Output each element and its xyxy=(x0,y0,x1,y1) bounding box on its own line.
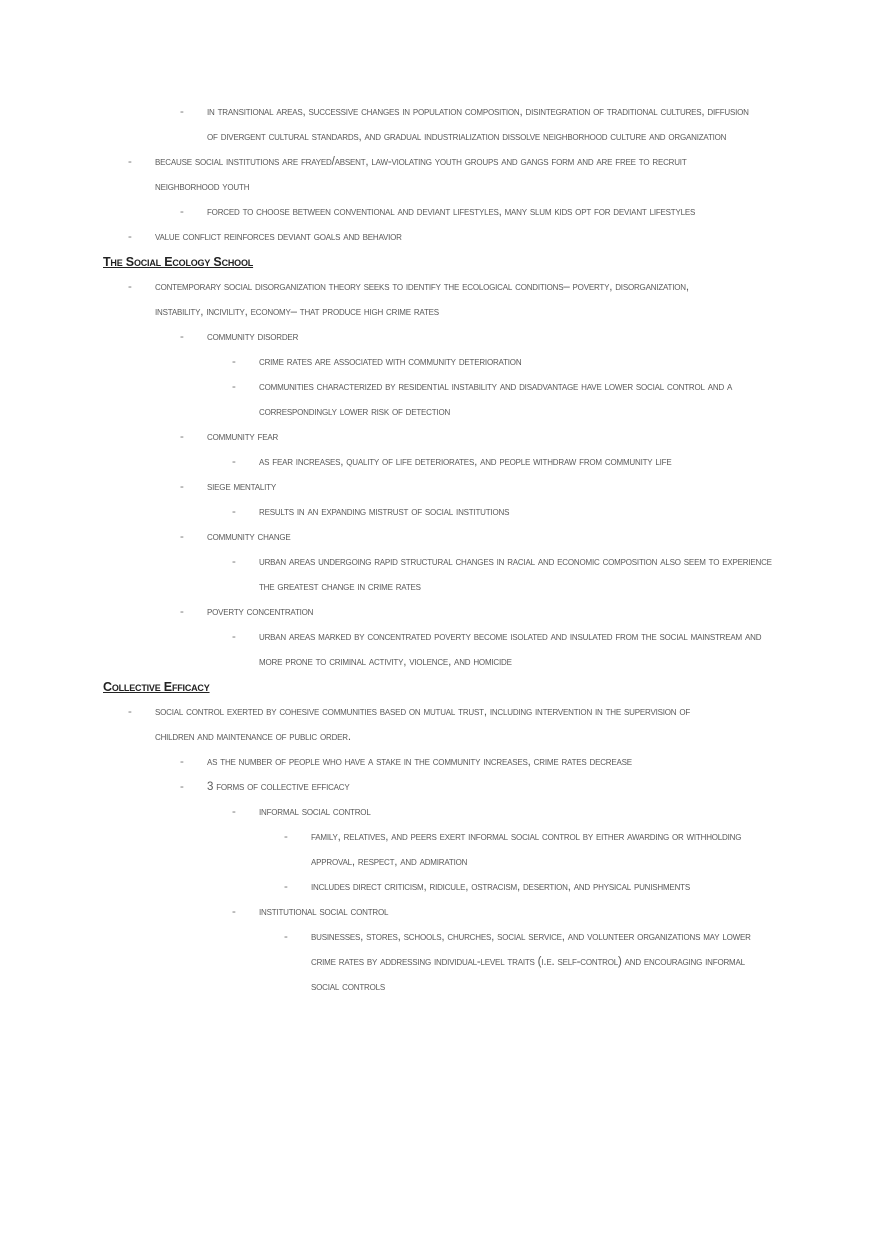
bullet-dash-icon: - xyxy=(284,881,288,893)
section-heading: The Social Ecology School xyxy=(103,255,254,269)
bullet-text: because social institutions are frayed/absent, law-violating youth groups and gangs form and are free to recruit neighborhood youth xyxy=(155,156,687,193)
bullet-text: family, relatives, and peers exert informal social control by either awarding or withholding approval, respect, and admiration xyxy=(311,831,742,868)
bullet-item-level-3 xyxy=(0,900,880,925)
bullet-dash-icon: - xyxy=(232,906,236,918)
bullet-text: 3 forms of collective efficacy xyxy=(207,781,350,793)
bullet-dash-icon: - xyxy=(128,156,132,168)
bullet-text: contemporary social disorganization theory seeks to identify the ecological conditions– poverty, disorganization, instability, incivility, economy– that produce high crime rates xyxy=(155,281,689,318)
bullet-text: value conflict reinforces deviant goals and behavior xyxy=(155,231,402,243)
bullet-item-level-2 xyxy=(0,750,880,775)
bullet-item-level-2 xyxy=(0,425,880,450)
bullet-item-level-2 xyxy=(0,775,880,800)
bullet-dash-icon: - xyxy=(180,531,184,543)
bullet-dash-icon: - xyxy=(232,456,236,468)
bullet-text: as the number of people who have a stake in the community increases, crime rates decrease xyxy=(207,756,632,768)
bullet-item-level-2 xyxy=(0,600,880,625)
bullet-item-level-2 xyxy=(0,525,880,550)
bullet-item-level-1 xyxy=(0,700,880,750)
bullet-text: includes direct criticism, ridicule, ostracism, desertion, and physical punishments xyxy=(311,881,690,893)
bullet-text: institutional social control xyxy=(259,906,389,918)
bullet-item-level-1 xyxy=(0,275,880,325)
bullet-item-level-1 xyxy=(0,225,880,250)
bullet-text: as fear increases, quality of life deteriorates, and people withdraw from community life xyxy=(259,456,672,468)
bullet-dash-icon: - xyxy=(284,931,288,943)
bullet-dash-icon: - xyxy=(180,481,184,493)
bullet-dash-icon: - xyxy=(232,556,236,568)
bullet-item-level-3 xyxy=(0,350,880,375)
bullet-dash-icon: - xyxy=(180,606,184,618)
bullet-text: crime rates are associated with community deterioration xyxy=(259,356,522,368)
bullet-item-level-4 xyxy=(0,825,880,875)
bullet-dash-icon: - xyxy=(284,831,288,843)
bullet-text: results in an expanding mistrust of social institutions xyxy=(259,506,510,518)
bullet-text: poverty concentration xyxy=(207,606,314,618)
bullet-item-level-3 xyxy=(0,375,880,425)
section-heading: Collective Efficacy xyxy=(103,680,210,694)
bullet-text: urban areas undergoing rapid structural changes in racial and economic composition also seem to experience the greatest change in crime rates xyxy=(259,556,772,593)
bullet-text: businesses, stores, schools, churches, social service, and volunteer organizations may lower crime rates by addressing individual-level traits (i.e. self-control) and encouraging informal social controls xyxy=(311,931,751,993)
bullet-dash-icon: - xyxy=(128,231,132,243)
bullet-dash-icon: - xyxy=(128,706,132,718)
bullet-dash-icon: - xyxy=(232,806,236,818)
bullet-text: siege mentality xyxy=(207,481,276,493)
bullet-item-level-1 xyxy=(0,150,880,200)
bullet-item-level-3 xyxy=(0,500,880,525)
bullet-item-level-2 xyxy=(0,100,880,150)
bullet-text: community disorder xyxy=(207,331,299,343)
bullet-text: forced to choose between conventional and deviant lifestyles, many slum kids opt for deviant lifestyles xyxy=(207,206,696,218)
bullet-text: social control exerted by cohesive communities based on mutual trust, including intervention in the supervision of children and maintenance of public order. xyxy=(155,706,691,743)
bullet-text: community change xyxy=(207,531,291,543)
bullet-item-level-4 xyxy=(0,875,880,900)
bullet-item-level-2 xyxy=(0,475,880,500)
bullet-dash-icon: - xyxy=(128,281,132,293)
bullet-item-level-3 xyxy=(0,450,880,475)
bullet-text: informal social control xyxy=(259,806,371,818)
bullet-dash-icon: - xyxy=(180,781,184,793)
bullet-text: community fear xyxy=(207,431,279,443)
bullet-dash-icon: - xyxy=(232,356,236,368)
bullet-text: communities characterized by residential instability and disadvantage have lower social control and a correspondingly lower risk of detection xyxy=(259,381,733,418)
bullet-dash-icon: - xyxy=(232,506,236,518)
bullet-dash-icon: - xyxy=(180,431,184,443)
bullet-item-level-3 xyxy=(0,800,880,825)
bullet-item-level-3 xyxy=(0,625,880,675)
bullet-dash-icon: - xyxy=(180,106,184,118)
bullet-text: in transitional areas, successive changes in population composition, disintegration of traditional cultures, diffusion of divergent cultural standards, and gradual industrialization dissolve neighborhood culture and organization xyxy=(207,106,749,143)
bullet-dash-icon: - xyxy=(232,631,236,643)
bullet-dash-icon: - xyxy=(180,331,184,343)
bullet-item-level-4 xyxy=(0,925,880,1000)
bullet-dash-icon: - xyxy=(180,756,184,768)
bullet-text: urban areas marked by concentrated poverty become isolated and insulated from the social mainstream and more prone to criminal activity, violence, and homicide xyxy=(259,631,762,668)
bullet-dash-icon: - xyxy=(232,381,236,393)
bullet-item-level-3 xyxy=(0,550,880,600)
bullet-item-level-2 xyxy=(0,200,880,225)
bullet-dash-icon: - xyxy=(180,206,184,218)
bullet-item-level-2 xyxy=(0,325,880,350)
